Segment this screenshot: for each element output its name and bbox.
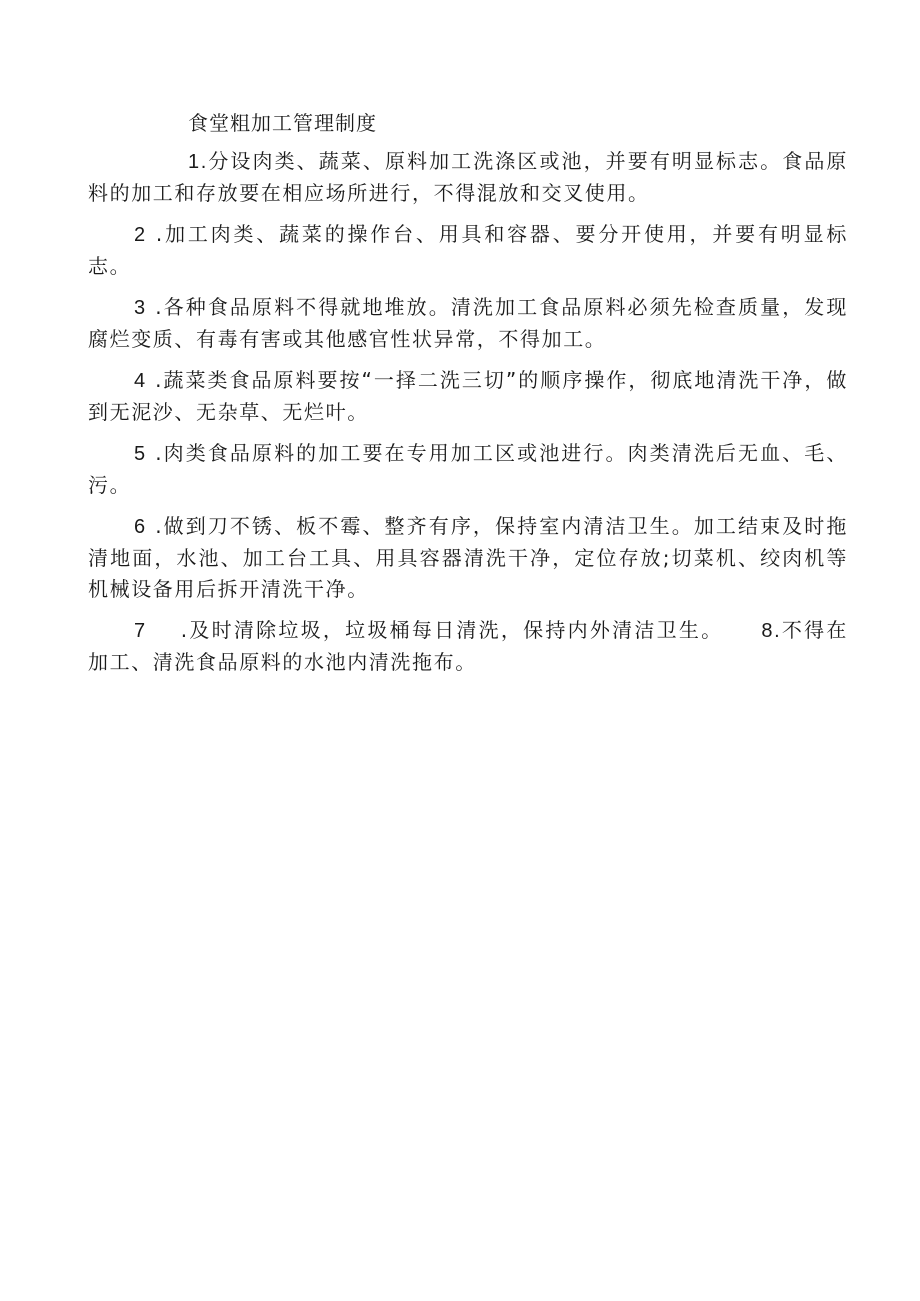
rule-text: .做到刀不锈、板不霉、整齐有序，保持室内清洁卫生。加工结束及时拖清地面，水池、加工台工具、用具容器清洗干净，定位存放;切菜机、绞肉机等机械设备用后拆开清洗干净。 bbox=[88, 514, 848, 601]
rule-item-7-8 bbox=[88, 615, 848, 678]
rule-number: 1. bbox=[188, 151, 208, 173]
rule-text: .蔬菜类食品原料要按“一择二洗三切”的顺序操作，彻底地清洗干净，做到无泥沙、无杂草、无烂叶。 bbox=[88, 368, 848, 424]
rule-number: 6 bbox=[134, 516, 147, 538]
rule-item-4 bbox=[88, 365, 848, 428]
rule-number: 5 bbox=[134, 443, 147, 465]
rule-item-5 bbox=[88, 438, 848, 501]
rule-text: 不得在加工、清洗食品原料的水池内清洗拖布。 bbox=[88, 618, 848, 674]
rule-text: .加工肉类、蔬菜的操作台、用具和容器、要分开使用，并要有明显标志。 bbox=[88, 222, 848, 278]
rule-number: 3 bbox=[134, 297, 147, 319]
rule-text: .及时清除垃圾，垃圾桶每日清洗，保持内外清洁卫生。 bbox=[180, 618, 724, 642]
rule-number: 4 bbox=[134, 370, 147, 392]
rule-item-1 bbox=[88, 146, 848, 209]
document-title: 食堂粗加工管理制度 bbox=[188, 111, 377, 135]
rule-item-6 bbox=[88, 511, 848, 605]
rule-number: 7 bbox=[134, 620, 147, 642]
rule-number: 2 bbox=[134, 224, 147, 246]
rule-number: 8. bbox=[761, 620, 782, 642]
rule-text: .各种食品原料不得就地堆放。清洗加工食品原料必须先检查质量，发现腐烂变质、有毒有害或其他感官性状异常，不得加工。 bbox=[88, 295, 848, 351]
rule-text: 分设肉类、蔬菜、原料加工洗涤区或池，并要有明显标志。食品原料的加工和存放要在相应场所进行，不得混放和交叉使用。 bbox=[88, 149, 848, 205]
document-page bbox=[88, 108, 848, 688]
rule-text: .肉类食品原料的加工要在专用加工区或池进行。肉类清洗后无血、毛、污。 bbox=[88, 441, 848, 497]
rule-item-3 bbox=[88, 292, 848, 355]
rule-item-2 bbox=[88, 219, 848, 282]
